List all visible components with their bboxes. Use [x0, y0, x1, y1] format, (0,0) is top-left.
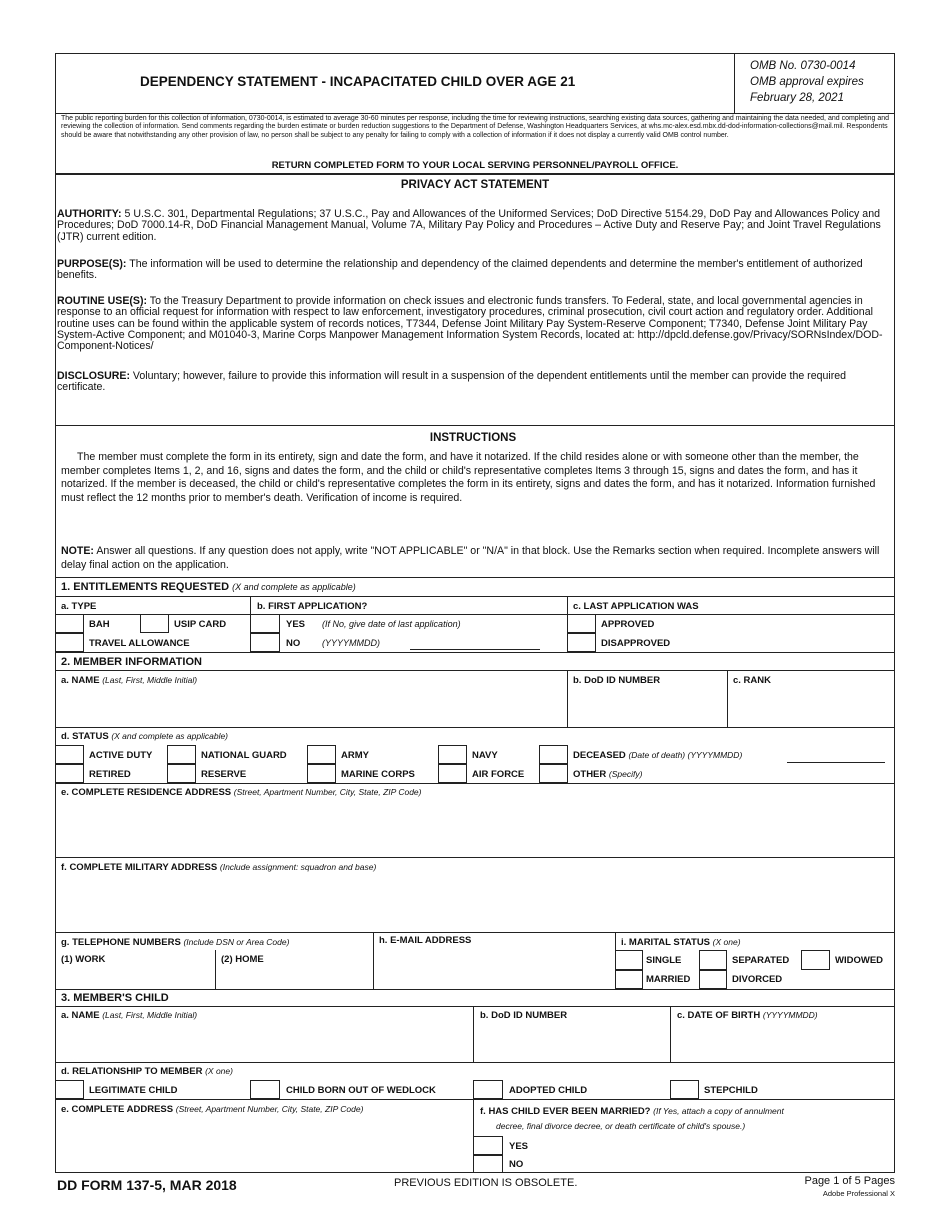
national-guard-label: NATIONAL GUARD	[201, 750, 287, 761]
navy-checkbox[interactable]	[438, 745, 467, 764]
marital-status-label: i. MARITAL STATUS (X one)	[621, 937, 741, 948]
single-label: SINGLE	[646, 955, 682, 966]
reserve-label: RESERVE	[201, 769, 247, 780]
military-address-label: f. COMPLETE MILITARY ADDRESS (Include assignment: squadron and base)	[61, 862, 377, 873]
last-application-date-format: (YYYYMMDD)	[322, 638, 380, 648]
last-application-date-field[interactable]	[410, 648, 540, 650]
rule	[55, 989, 895, 990]
omb-expires: OMB approval expires	[750, 76, 864, 88]
military-address-field[interactable]	[56, 875, 894, 931]
date-of-death-field[interactable]	[787, 761, 885, 763]
widowed-label: WIDOWED	[835, 955, 884, 966]
previous-edition-note: PREVIOUS EDITION IS OBSOLETE.	[394, 1177, 578, 1189]
rule	[55, 727, 895, 728]
born-out-of-wedlock-label: CHILD BORN OUT OF WEDLOCK	[286, 1085, 436, 1096]
child-married-yes-label: YES	[509, 1141, 529, 1152]
child-dod-id-field[interactable]	[474, 1023, 669, 1061]
separated-label: SEPARATED	[732, 955, 790, 966]
national-guard-checkbox[interactable]	[167, 745, 196, 764]
usip-card-checkbox[interactable]	[140, 614, 169, 633]
army-checkbox[interactable]	[307, 745, 336, 764]
legitimate-child-label: LEGITIMATE CHILD	[89, 1085, 178, 1096]
rule	[55, 425, 895, 426]
member-name-label: a. NAME (Last, First, Middle Initial)	[61, 675, 198, 686]
deceased-label: DECEASED (Date of death) (YYYYMMDD)	[573, 750, 743, 761]
page-number: Page 1 of 5 Pages	[804, 1175, 895, 1187]
born-out-of-wedlock-checkbox[interactable]	[250, 1080, 280, 1099]
routine-text: To the Treasury Department to provide information on check issues and electronic funds transfers. To Federal, state, and local governmental agencies in response to an official request for information with respect to law enforcement, investigatory procedures, criminal prosecution, civil court action and regulatory order. Additional routine uses can be found within the applicable system of records notices, T7344, Defense Joint Military Pay System-Reserve Component; T7340, Defense Joint Military Pay System-Active Component; and M01040-3, Marine Corps Manpower Management Information System Records, located at: http://dpcld.defense.gov/Privacy/SORNsIndex/DOD-Component-Notices/	[57, 295, 883, 353]
stepchild-label: STEPCHILD	[704, 1085, 758, 1096]
email-field[interactable]	[374, 948, 614, 988]
rule	[55, 113, 895, 114]
residence-address-label: e. COMPLETE RESIDENCE ADDRESS (Street, Apartment Number, City, State, ZIP Code)	[61, 787, 422, 798]
authority-label: AUTHORITY:	[57, 208, 122, 220]
omb-number: OMB No. 0730-0014	[750, 60, 856, 72]
marine-corps-checkbox[interactable]	[307, 764, 336, 783]
disclosure-text: Voluntary; however, failure to provide this information will result in a suspension of the dependent entitlements until the member can provide the required certificate.	[57, 370, 847, 394]
email-label: h. E-MAIL ADDRESS	[379, 935, 472, 946]
child-address-label: e. COMPLETE ADDRESS (Street, Apartment Number, City, State, ZIP Code)	[61, 1104, 364, 1115]
married-checkbox[interactable]	[615, 970, 643, 989]
child-married-no-checkbox[interactable]	[473, 1155, 503, 1173]
active-duty-checkbox[interactable]	[55, 745, 84, 764]
rule	[55, 577, 895, 578]
bah-label: BAH	[89, 619, 110, 630]
divorced-checkbox[interactable]	[699, 970, 727, 989]
child-married-note: decree, final divorce decree, or death certificate of child's spouse.)	[496, 1121, 746, 1131]
section-2-title: 2. MEMBER INFORMATION	[61, 656, 202, 668]
first-application-no-checkbox[interactable]	[250, 633, 280, 652]
rule	[55, 652, 895, 653]
other-status-checkbox[interactable]	[539, 764, 568, 783]
approved-checkbox[interactable]	[567, 614, 596, 633]
rule	[55, 670, 895, 671]
work-phone-field[interactable]	[56, 966, 214, 988]
travel-allowance-checkbox[interactable]	[55, 633, 84, 652]
home-phone-field[interactable]	[216, 966, 372, 988]
last-application-label: c. LAST APPLICATION WAS	[573, 601, 699, 612]
widowed-checkbox[interactable]	[801, 950, 830, 970]
first-application-yes-note: (If No, give date of last application)	[322, 619, 461, 629]
status-label: d. STATUS (X and complete as applicable)	[61, 731, 229, 742]
purpose-label: PURPOSE(S):	[57, 258, 127, 270]
member-dod-id-label: b. DoD ID NUMBER	[573, 675, 661, 686]
child-married-no-label: NO	[509, 1159, 524, 1170]
marine-corps-label: MARINE CORPS	[341, 769, 415, 780]
disapproved-label: DISAPPROVED	[601, 638, 671, 649]
authority-paragraph	[57, 209, 891, 243]
rule	[55, 173, 895, 175]
divorced-label: DIVORCED	[732, 974, 783, 985]
rule	[734, 53, 735, 113]
note-paragraph	[61, 544, 887, 572]
stepchild-checkbox[interactable]	[670, 1080, 699, 1099]
member-rank-label: c. RANK	[733, 675, 772, 686]
separated-checkbox[interactable]	[699, 950, 727, 970]
type-label: a. TYPE	[61, 601, 97, 612]
first-application-yes-checkbox[interactable]	[250, 614, 280, 633]
member-rank-field[interactable]	[728, 688, 894, 726]
relationship-label: d. RELATIONSHIP TO MEMBER (X one)	[61, 1066, 233, 1077]
legitimate-child-checkbox[interactable]	[55, 1080, 84, 1099]
approved-label: APPROVED	[601, 619, 655, 630]
routine-label: ROUTINE USE(S):	[57, 295, 148, 307]
rule	[55, 1006, 895, 1007]
deceased-checkbox[interactable]	[539, 745, 568, 764]
first-application-label: b. FIRST APPLICATION?	[257, 601, 368, 612]
child-name-field[interactable]	[56, 1023, 472, 1061]
work-phone-label: (1) WORK	[61, 954, 106, 965]
note-text: Answer all questions. If any question does not apply, write "NOT APPLICABLE" or "N/A" in that block. Use the Remarks section when required. Incomplete answers will delay final action on the application.	[61, 545, 880, 571]
member-name-field[interactable]	[56, 688, 566, 726]
retired-label: RETIRED	[89, 769, 131, 780]
child-name-label: a. NAME (Last, First, Middle Initial)	[61, 1010, 198, 1021]
software-note: Adobe Professional X	[822, 1189, 895, 1198]
member-dod-id-field[interactable]	[568, 688, 726, 726]
rule	[55, 932, 895, 933]
child-married-yes-checkbox[interactable]	[473, 1136, 503, 1155]
telephone-label: g. TELEPHONE NUMBERS (Include DSN or Area Code)	[61, 937, 290, 948]
bah-checkbox[interactable]	[55, 614, 84, 633]
child-dod-id-label: b. DoD ID NUMBER	[480, 1010, 568, 1021]
other-status-label: OTHER (Specify)	[573, 769, 643, 780]
single-checkbox[interactable]	[615, 950, 643, 970]
child-married-label: f. HAS CHILD EVER BEEN MARRIED? (If Yes, attach a copy of annulment	[480, 1106, 784, 1117]
married-label: MARRIED	[646, 974, 691, 985]
first-application-no-label: NO	[286, 638, 301, 649]
usip-card-label: USIP CARD	[174, 619, 227, 630]
reserve-checkbox[interactable]	[167, 764, 196, 783]
rule	[55, 857, 895, 858]
child-dob-field[interactable]	[671, 1023, 894, 1061]
rule	[55, 596, 895, 597]
section-3-title: 3. MEMBER'S CHILD	[61, 992, 169, 1004]
form-id: DD FORM 137-5, MAR 2018	[57, 1177, 237, 1193]
routine-use-paragraph	[57, 296, 891, 352]
disclosure-paragraph	[57, 371, 891, 394]
child-dob-label: c. DATE OF BIRTH (YYYYMMDD)	[677, 1010, 818, 1021]
rule	[55, 1099, 895, 1100]
section-1-title: 1. ENTITLEMENTS REQUESTED (X and complete as applicable)	[61, 581, 356, 593]
privacy-heading: PRIVACY ACT STATEMENT	[400, 179, 550, 191]
adopted-child-label: ADOPTED CHILD	[509, 1085, 588, 1096]
rule	[55, 614, 895, 615]
form-title: DEPENDENCY STATEMENT - INCAPACITATED CHILD OVER AGE 21	[140, 74, 576, 89]
rule	[55, 783, 895, 784]
home-phone-label: (2) HOME	[221, 954, 264, 965]
retired-checkbox[interactable]	[55, 764, 84, 783]
navy-label: NAVY	[472, 750, 498, 761]
adopted-child-checkbox[interactable]	[473, 1080, 503, 1099]
burden-statement: The public reporting burden for this collection of information, 0730-0014, is estimated to average 30-60 minutes per response, including the time for reviewing instructions, searching existing data sources, gathering and maintaining the data needed, and completing and reviewing the collection of information. Send comments regarding the burden estimate or burden reduction suggestions to the Department of Defense, Washington Headquarters Services, at whs.mc-alex.esd.mbx.dd-dod-information-collections@mail.mil. Respondents should be aware that notwithstanding any other provision of law, no person shall be subject to any penalty for failing to comply with a collection of information if it does not display a currently valid OMB control number.	[61, 115, 890, 139]
army-label: ARMY	[341, 750, 369, 761]
rule	[55, 1062, 895, 1063]
instructions-body: The member must complete the form in its entirety, sign and date the form, and have it notarized. If the child resides alone or with someone other than the member, the member completes Items 1, 2, and 16, signs and dates the form, and the child or child's representative completes Items 3 through 15, signs and dates the form, and has it notarized. If the member is deceased, the child or child's representative completes the form in its entirety, signs and dates the form, and has it notarized. Information furnished must reflect the 12 months prior to member's death. Verification of income is required.	[61, 451, 876, 504]
omb-date: February 28, 2021	[750, 92, 844, 104]
disapproved-checkbox[interactable]	[567, 633, 596, 652]
disclosure-label: DISCLOSURE:	[57, 370, 130, 382]
instructions-heading: INSTRUCTIONS	[429, 432, 517, 444]
authority-text: 5 U.S.C. 301, Departmental Regulations; 37 U.S.C., Pay and Allowances of the Uniformed Services; DoD Directive 5154.29, DoD Pay and Allowances Policy and Procedures; DoD 7000.14-R, DoD Financial Management Manual, Volume 7A, Military Pay Policy and Procedures – Active Duty and Reserve Pay; and Joint Travel Regulations (JTR) current edition.	[57, 208, 881, 243]
child-address-field[interactable]	[56, 1117, 472, 1172]
air-force-checkbox[interactable]	[438, 764, 467, 783]
travel-allowance-label: TRAVEL ALLOWANCE	[89, 638, 190, 649]
first-application-yes-label: YES	[286, 619, 306, 630]
purpose-paragraph	[57, 259, 891, 282]
air-force-label: AIR FORCE	[472, 769, 525, 780]
residence-address-field[interactable]	[56, 800, 894, 856]
note-label: NOTE:	[61, 545, 94, 557]
purpose-text: The information will be used to determine the relationship and dependency of the claimed dependents and determine the member's entitlement of authorized benefits.	[57, 258, 863, 282]
active-duty-label: ACTIVE DUTY	[89, 750, 153, 761]
return-instruction: RETURN COMPLETED FORM TO YOUR LOCAL SERVING PERSONNEL/PAYROLL OFFICE.	[271, 160, 679, 171]
